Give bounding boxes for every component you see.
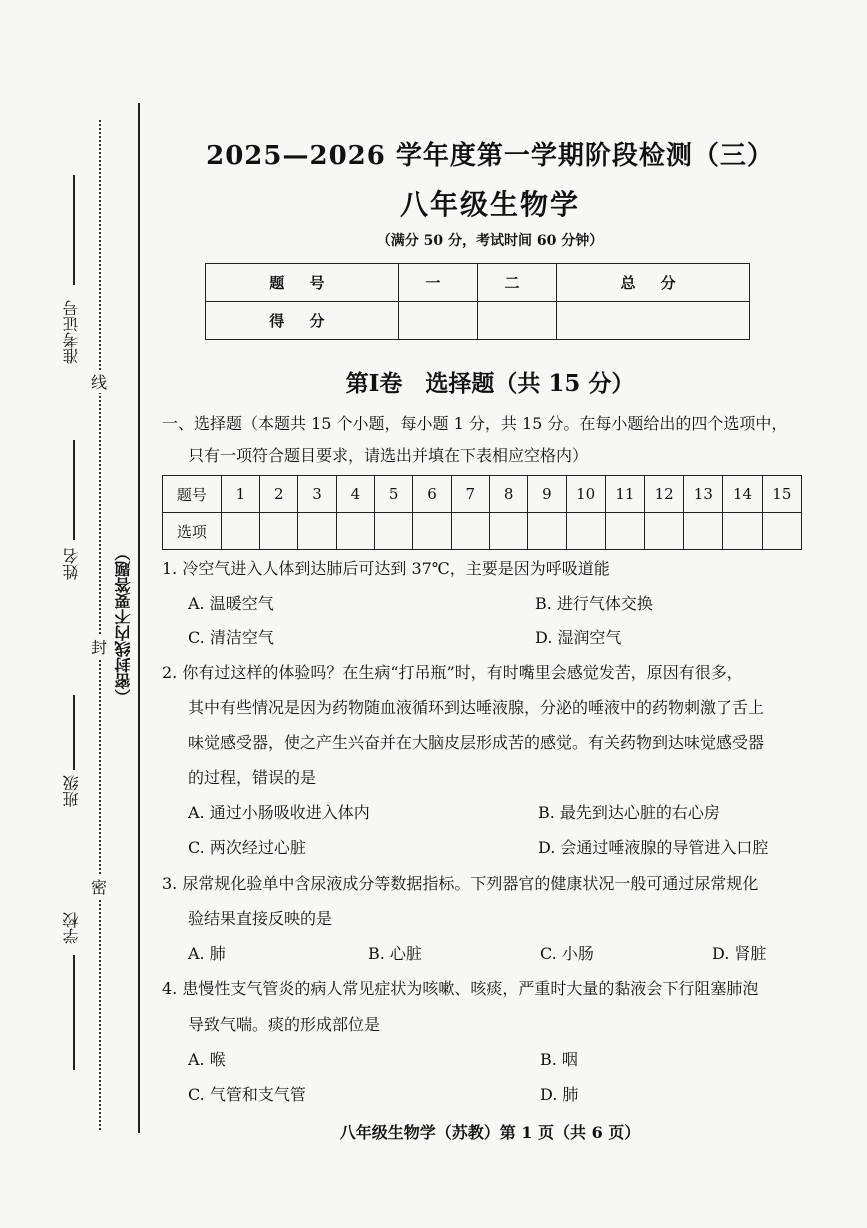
question-2-stem-line-2: 其中有些情况是因为药物随血液循环到达唾液腺，分泌的唾液中的药物刺激了舌上 bbox=[188, 698, 765, 717]
question-3-option-b: B. 心脏 bbox=[368, 944, 422, 963]
question-1-option-c: C. 清洁空气 bbox=[188, 628, 274, 647]
score-header-cell: 题 号 bbox=[206, 264, 399, 302]
page-footer: 八年级生物学（苏教）第 1 页（共 6 页） bbox=[339, 1123, 641, 1142]
question-4-option-b: B. 咽 bbox=[540, 1050, 578, 1069]
answer-table bbox=[162, 475, 802, 550]
answer-blank-cell bbox=[260, 513, 298, 550]
instructions-line-1: 一、选择题（本题共 15 个小题，每小题 1 分，共 15 分。在每小题给出的四个选项中， bbox=[162, 414, 788, 433]
answer-number-cell: 5 bbox=[375, 476, 413, 513]
answer-number-cell: 12 bbox=[645, 476, 684, 513]
question-4-option-c: C. 气管和支气管 bbox=[188, 1085, 306, 1104]
score-table bbox=[205, 263, 750, 340]
answer-blank-cell bbox=[221, 513, 259, 550]
score-header-cell: 二 bbox=[477, 264, 556, 302]
question-2-option-a: A. 通过小肠吸收进入体内 bbox=[188, 803, 370, 822]
question-2-stem-line-4: 的过程，错误的是 bbox=[188, 768, 317, 787]
exam-id-label: 准考证号 bbox=[62, 300, 81, 364]
question-2-stem-line-1: 2. 你有过这样的体验吗？在生病“打吊瓶”时，有时嘴里会感觉发苦，原因有很多， bbox=[162, 663, 743, 682]
question-1-option-d: D. 湿润空气 bbox=[535, 628, 622, 647]
score-blank-cell bbox=[398, 302, 477, 340]
question-2-option-c: C. 两次经过心脏 bbox=[188, 838, 306, 857]
score-blank-cell bbox=[477, 302, 556, 340]
question-4-stem-line-1: 4. 患慢性支气管炎的病人常见症状为咳嗽、咳痰，严重时大量的黏液会下行阻塞肺泡 bbox=[162, 979, 759, 998]
school-blank bbox=[73, 955, 75, 1070]
question-3-stem-line-1: 3. 尿常规化验单中含尿液成分等数据指标。下列器官的健康状况一般可通过尿常规化 bbox=[162, 874, 759, 893]
seal-mark-line: 线 bbox=[91, 370, 107, 393]
class-label: 班级 bbox=[62, 775, 81, 807]
score-blank-cell bbox=[557, 302, 750, 340]
answer-number-cell: 11 bbox=[605, 476, 644, 513]
answer-number-cell: 6 bbox=[413, 476, 451, 513]
answer-blank-cell bbox=[645, 513, 684, 550]
answer-number-cell: 8 bbox=[489, 476, 527, 513]
answer-blank-cell bbox=[762, 513, 801, 550]
question-2-option-b: B. 最先到达心脏的右心房 bbox=[538, 803, 720, 822]
answer-number-cell: 7 bbox=[451, 476, 489, 513]
school-label: 学校 bbox=[62, 912, 81, 944]
answer-number-cell: 3 bbox=[298, 476, 336, 513]
answer-blank-cell bbox=[566, 513, 605, 550]
question-3-option-d: D. 肾脏 bbox=[712, 944, 767, 963]
answer-blank-cell bbox=[684, 513, 723, 550]
class-blank bbox=[73, 695, 75, 770]
answer-table-option-label: 选项 bbox=[163, 513, 222, 550]
seal-mark-mi: 密 bbox=[91, 875, 107, 898]
margin-border-line bbox=[138, 103, 140, 1133]
score-row-label: 得 分 bbox=[206, 302, 399, 340]
answer-number-cell: 10 bbox=[566, 476, 605, 513]
seal-notice: （密封线内不要答题） bbox=[114, 545, 133, 705]
question-4-option-a: A. 喉 bbox=[188, 1050, 226, 1069]
question-2-option-d: D. 会通过唾液腺的导管进入口腔 bbox=[538, 838, 769, 857]
exam-id-blank bbox=[73, 175, 75, 285]
section-title: 第Ⅰ卷 选择题（共 15 分） bbox=[345, 370, 635, 397]
answer-number-cell: 15 bbox=[762, 476, 801, 513]
answer-blank-cell bbox=[336, 513, 374, 550]
answer-blank-cell bbox=[375, 513, 413, 550]
answer-number-cell: 9 bbox=[528, 476, 566, 513]
answer-number-cell: 13 bbox=[684, 476, 723, 513]
name-blank bbox=[73, 440, 75, 540]
answer-number-cell: 1 bbox=[221, 476, 259, 513]
answer-blank-cell bbox=[451, 513, 489, 550]
question-4-stem-line-2: 导致气喘。痰的形成部位是 bbox=[188, 1015, 381, 1034]
exam-title: 2025—2026 学年度第一学期阶段检测（三） bbox=[206, 141, 774, 171]
question-2-stem-line-3: 味觉感受器，使之产生兴奋并在大脑皮层形成苦的感觉。有关药物到达味觉感受器 bbox=[188, 733, 765, 752]
question-1-stem: 1. 冷空气进入人体到达肺后可达到 37℃，主要是因为呼吸道能 bbox=[162, 559, 610, 578]
answer-number-cell: 2 bbox=[260, 476, 298, 513]
question-3-stem-line-2: 验结果直接反映的是 bbox=[188, 909, 333, 928]
instructions-line-2: 只有一项符合题目要求，请选出并填在下表相应空格内） bbox=[188, 446, 589, 465]
answer-number-cell: 14 bbox=[723, 476, 762, 513]
question-1-option-a: A. 温暖空气 bbox=[188, 594, 274, 613]
answer-blank-cell bbox=[413, 513, 451, 550]
seal-mark-feng: 封 bbox=[91, 635, 107, 658]
question-4-option-d: D. 肺 bbox=[540, 1085, 579, 1104]
answer-blank-cell bbox=[605, 513, 644, 550]
answer-blank-cell bbox=[528, 513, 566, 550]
score-header-cell: 一 bbox=[398, 264, 477, 302]
question-3-option-c: C. 小肠 bbox=[540, 944, 594, 963]
answer-blank-cell bbox=[298, 513, 336, 550]
score-header-cell: 总 分 bbox=[557, 264, 750, 302]
subject-title: 八年级生物学 bbox=[399, 188, 580, 221]
seal-dotted-line bbox=[99, 120, 101, 1130]
answer-blank-cell bbox=[723, 513, 762, 550]
question-3-option-a: A. 肺 bbox=[188, 944, 226, 963]
answer-blank-cell bbox=[489, 513, 527, 550]
answer-table-header-label: 题号 bbox=[163, 476, 222, 513]
exam-note: （满分 50 分，考试时间 60 分钟） bbox=[376, 233, 604, 249]
question-1-option-b: B. 进行气体交换 bbox=[535, 594, 653, 613]
answer-number-cell: 4 bbox=[336, 476, 374, 513]
name-label: 姓名 bbox=[62, 548, 81, 580]
